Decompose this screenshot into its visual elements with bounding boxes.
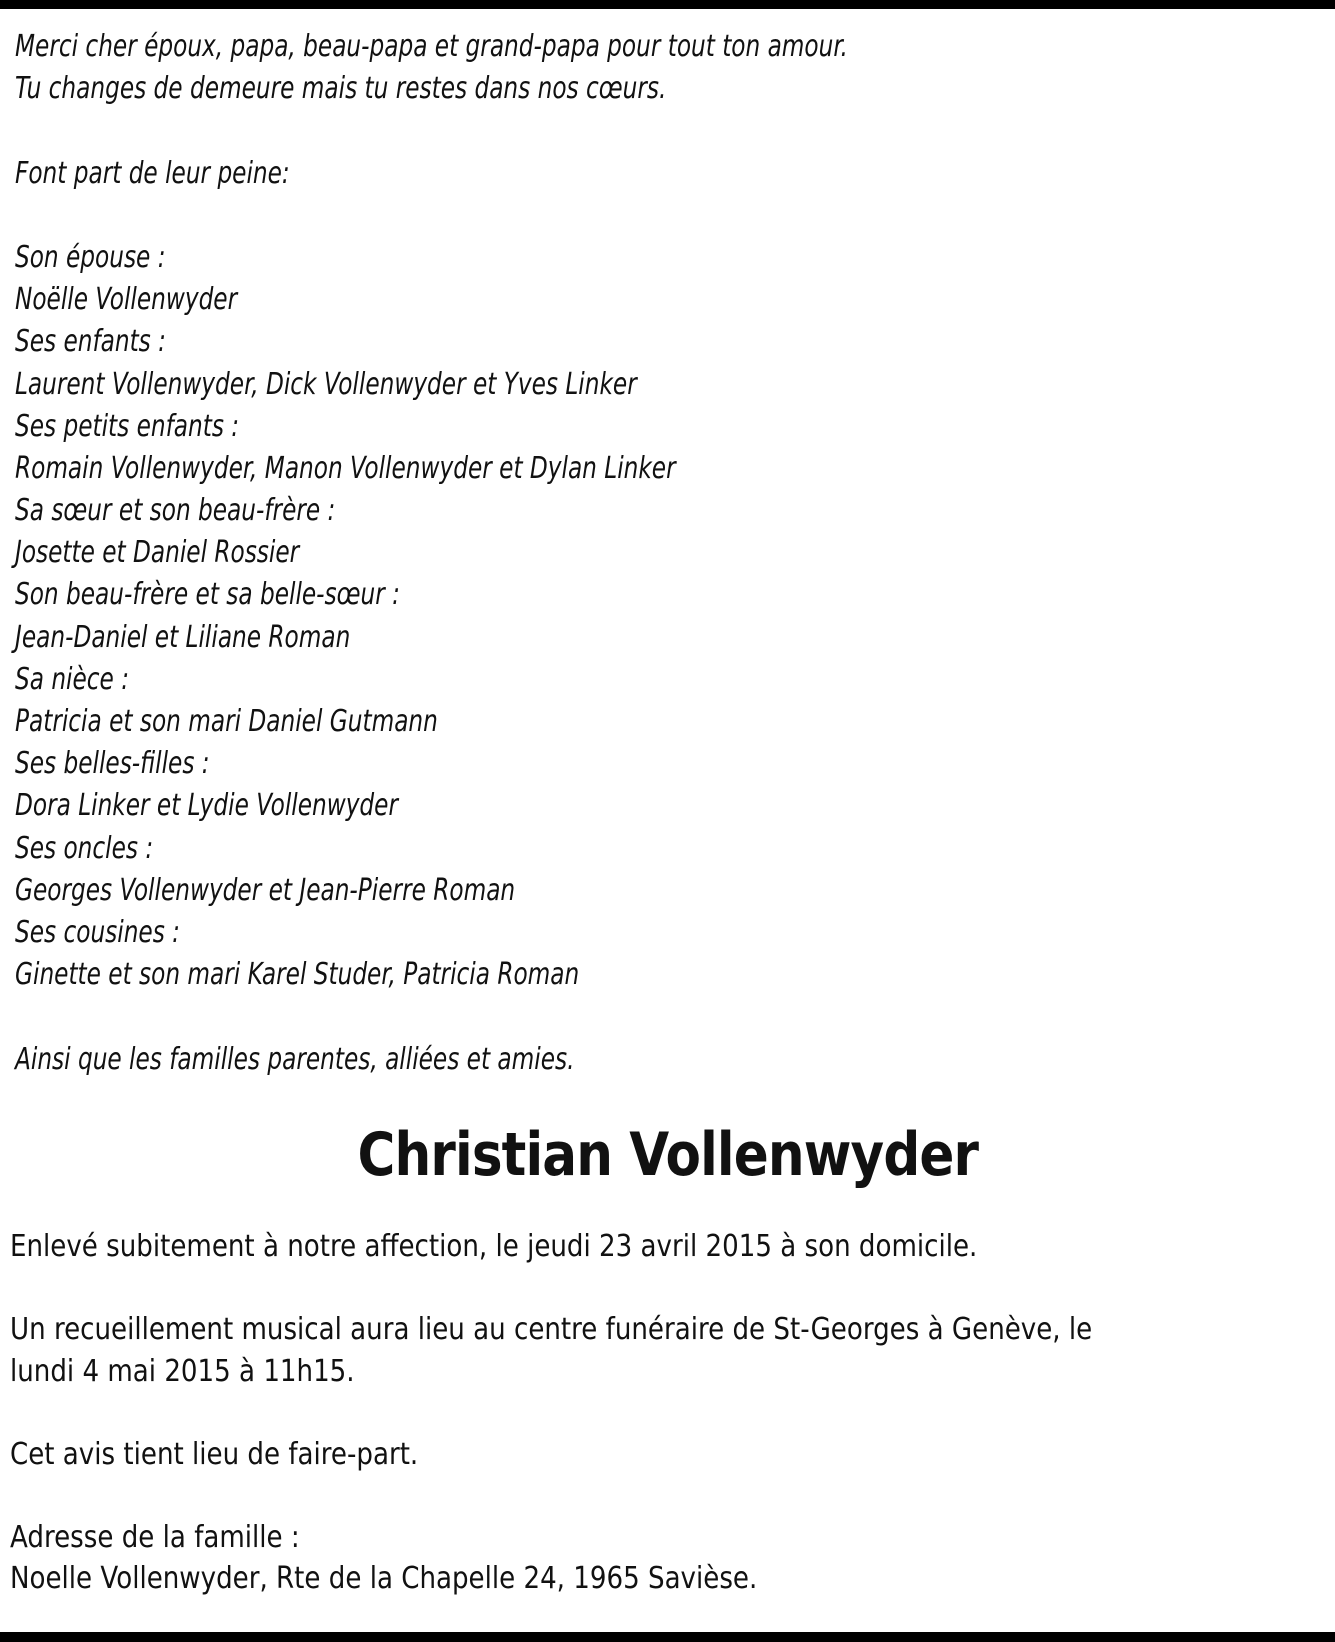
family-names: Patricia et son mari Daniel Gutmann xyxy=(15,704,438,739)
address-line: Noelle Vollenwyder, Rte de la Chapelle 24, 1965 Savièse. xyxy=(10,1561,758,1596)
family-names: Jean-Daniel et Liliane Roman xyxy=(15,619,351,655)
address-label: Adresse de la famille : xyxy=(10,1519,300,1555)
ceremony-line: lundi 4 mai 2015 à 11h15. xyxy=(10,1353,355,1389)
family-relation: Ses cousines : xyxy=(15,914,180,950)
family-names: Laurent Vollenwyder, Dick Vollenwyder et Yves Linker xyxy=(15,366,637,402)
tribute-line: Merci cher époux, papa, beau-papa et grand-papa pour tout ton amour. xyxy=(15,29,848,64)
deceased-name: Christian Vollenwyder xyxy=(357,1120,978,1190)
family-relation: Son beau-frère et sa belle-sœur : xyxy=(15,577,400,613)
spacer xyxy=(15,996,1133,1038)
mourners-intro: Font part de leur peine: xyxy=(15,155,290,191)
spacer xyxy=(10,1475,1228,1517)
spacer xyxy=(10,1392,1228,1434)
family-relation: Ses enfants : xyxy=(15,324,166,360)
family-names: Georges Vollenwyder et Jean-Pierre Roman xyxy=(15,872,516,908)
family-names: Romain Vollenwyder, Manon Vollenwyder et Dylan Linker xyxy=(15,450,676,486)
top-border-rule xyxy=(0,0,1335,9)
ceremony-line: Un recueillement musical aura lieu au centre funéraire de St-Georges à Genève, le xyxy=(10,1312,1093,1347)
family-relation: Sa nièce : xyxy=(15,661,130,697)
family-names: Noëlle Vollenwyder xyxy=(15,282,238,318)
announcement-section xyxy=(10,1226,1228,1600)
spacer xyxy=(10,1268,1228,1310)
family-relation: Sa sœur et son beau-frère : xyxy=(15,493,336,529)
family-relation: Son épouse : xyxy=(15,239,166,275)
family-relation: Ses oncles : xyxy=(15,830,154,866)
family-names: Ginette et son mari Karel Studer, Patricia Roman xyxy=(15,957,580,993)
closing-family-line: Ainsi que les familles parentes, alliées et amies. xyxy=(15,1041,575,1077)
tribute-line: Tu changes de demeure mais tu restes dans nos cœurs. xyxy=(15,71,667,107)
family-names: Josette et Daniel Rossier xyxy=(15,535,300,571)
family-relation: Ses petits enfants : xyxy=(15,408,240,444)
family-names: Dora Linker et Lydie Vollenwyder xyxy=(15,788,398,824)
bottom-border-rule xyxy=(0,1632,1335,1642)
family-relation: Ses belles-filles : xyxy=(15,746,210,782)
announcement-line: Enlevé subitement à notre affection, le jeudi 23 avril 2015 à son domicile. xyxy=(10,1229,978,1264)
deceased-name-heading xyxy=(0,1120,1335,1190)
family-section xyxy=(15,26,1133,1081)
notice-line: Cet avis tient lieu de faire-part. xyxy=(10,1436,419,1472)
spacer xyxy=(15,110,1133,152)
spacer xyxy=(15,195,1133,237)
